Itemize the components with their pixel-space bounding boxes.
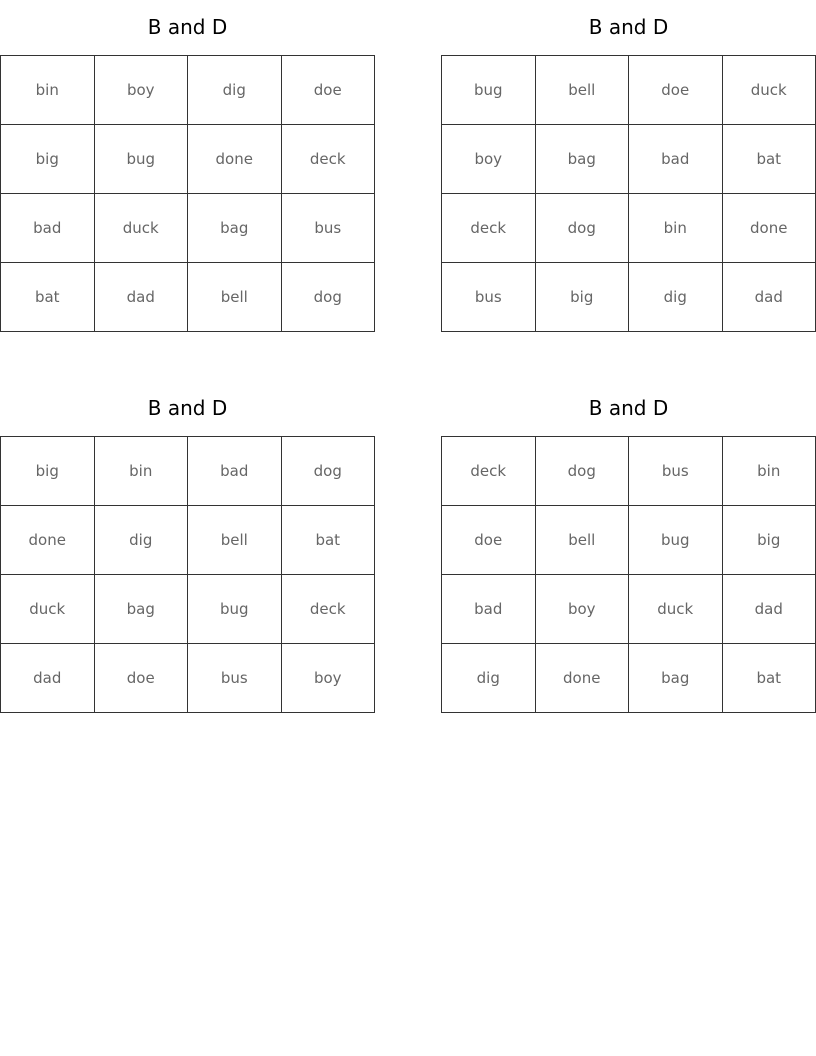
grid-cell: bell — [188, 506, 282, 575]
grid-cell: dad — [1, 644, 95, 713]
grid-row — [1, 506, 375, 575]
grid-row — [1, 644, 375, 713]
grid-cell: dad — [722, 575, 816, 644]
bingo-card-2 — [441, 12, 816, 332]
grid-row — [1, 125, 375, 194]
grid-row — [1, 437, 375, 506]
card-title: B and D — [147, 396, 228, 420]
grid-cell: doe — [281, 56, 375, 125]
grid-cell: bug — [188, 575, 282, 644]
grid-cell: done — [188, 125, 282, 194]
grid-cell: big — [1, 437, 95, 506]
grid-cell: dig — [629, 263, 723, 332]
grid-cell: bug — [629, 506, 723, 575]
grid-cell: doe — [629, 56, 723, 125]
grid-cell: bat — [1, 263, 95, 332]
grid-cell: done — [1, 506, 95, 575]
grid-row — [442, 194, 816, 263]
grid-row — [442, 125, 816, 194]
grid-cell: bad — [188, 437, 282, 506]
grid-row — [1, 194, 375, 263]
grid-cell: bell — [535, 506, 629, 575]
bingo-grid — [441, 55, 816, 332]
grid-cell: bell — [188, 263, 282, 332]
card-title: B and D — [147, 15, 228, 39]
grid-cell: bell — [535, 56, 629, 125]
grid-cell: bus — [188, 644, 282, 713]
grid-cell: bag — [629, 644, 723, 713]
card-title: B and D — [588, 15, 669, 39]
grid-cell: big — [1, 125, 95, 194]
grid-cell: boy — [94, 56, 188, 125]
grid-cell: doe — [94, 644, 188, 713]
card-title: B and D — [588, 396, 669, 420]
grid-cell: deck — [442, 437, 536, 506]
grid-cell: duck — [722, 56, 816, 125]
bingo-grid — [441, 436, 816, 713]
grid-cell: done — [535, 644, 629, 713]
grid-cell: doe — [442, 506, 536, 575]
grid-cell: deck — [281, 125, 375, 194]
grid-cell: bag — [94, 575, 188, 644]
grid-row — [1, 56, 375, 125]
grid-cell: bug — [442, 56, 536, 125]
grid-cell: dog — [281, 437, 375, 506]
grid-cell: dad — [722, 263, 816, 332]
grid-cell: duck — [629, 575, 723, 644]
bingo-grid — [0, 436, 375, 713]
bingo-card-1 — [0, 12, 375, 332]
grid-cell: big — [535, 263, 629, 332]
grid-cell: bus — [629, 437, 723, 506]
grid-cell: dig — [94, 506, 188, 575]
grid-cell: bad — [442, 575, 536, 644]
grid-cell: deck — [442, 194, 536, 263]
grid-cell: bag — [535, 125, 629, 194]
grid-cell: bat — [281, 506, 375, 575]
grid-cell: bad — [629, 125, 723, 194]
grid-cell: dog — [281, 263, 375, 332]
grid-cell: done — [722, 194, 816, 263]
grid-row — [442, 506, 816, 575]
bingo-card-4 — [441, 393, 816, 713]
grid-cell: big — [722, 506, 816, 575]
grid-cell: dad — [94, 263, 188, 332]
grid-row — [442, 56, 816, 125]
grid-cell: dig — [442, 644, 536, 713]
grid-cell: bus — [442, 263, 536, 332]
grid-cell: dog — [535, 437, 629, 506]
grid-cell: dog — [535, 194, 629, 263]
grid-cell: bug — [94, 125, 188, 194]
grid-row — [1, 263, 375, 332]
grid-cell: bin — [94, 437, 188, 506]
grid-cell: bin — [1, 56, 95, 125]
grid-cell: bat — [722, 644, 816, 713]
grid-row — [442, 644, 816, 713]
grid-cell: boy — [442, 125, 536, 194]
grid-row — [442, 263, 816, 332]
grid-row — [442, 575, 816, 644]
grid-cell: deck — [281, 575, 375, 644]
grid-cell: duck — [1, 575, 95, 644]
bingo-grid — [0, 55, 375, 332]
grid-cell: bin — [722, 437, 816, 506]
grid-cell: bad — [1, 194, 95, 263]
grid-row — [1, 575, 375, 644]
grid-cell: bag — [188, 194, 282, 263]
grid-cell: boy — [535, 575, 629, 644]
grid-cell: bat — [722, 125, 816, 194]
bingo-card-3 — [0, 393, 375, 713]
grid-cell: duck — [94, 194, 188, 263]
grid-cell: boy — [281, 644, 375, 713]
grid-row — [442, 437, 816, 506]
grid-cell: dig — [188, 56, 282, 125]
grid-cell: bus — [281, 194, 375, 263]
grid-cell: bin — [629, 194, 723, 263]
